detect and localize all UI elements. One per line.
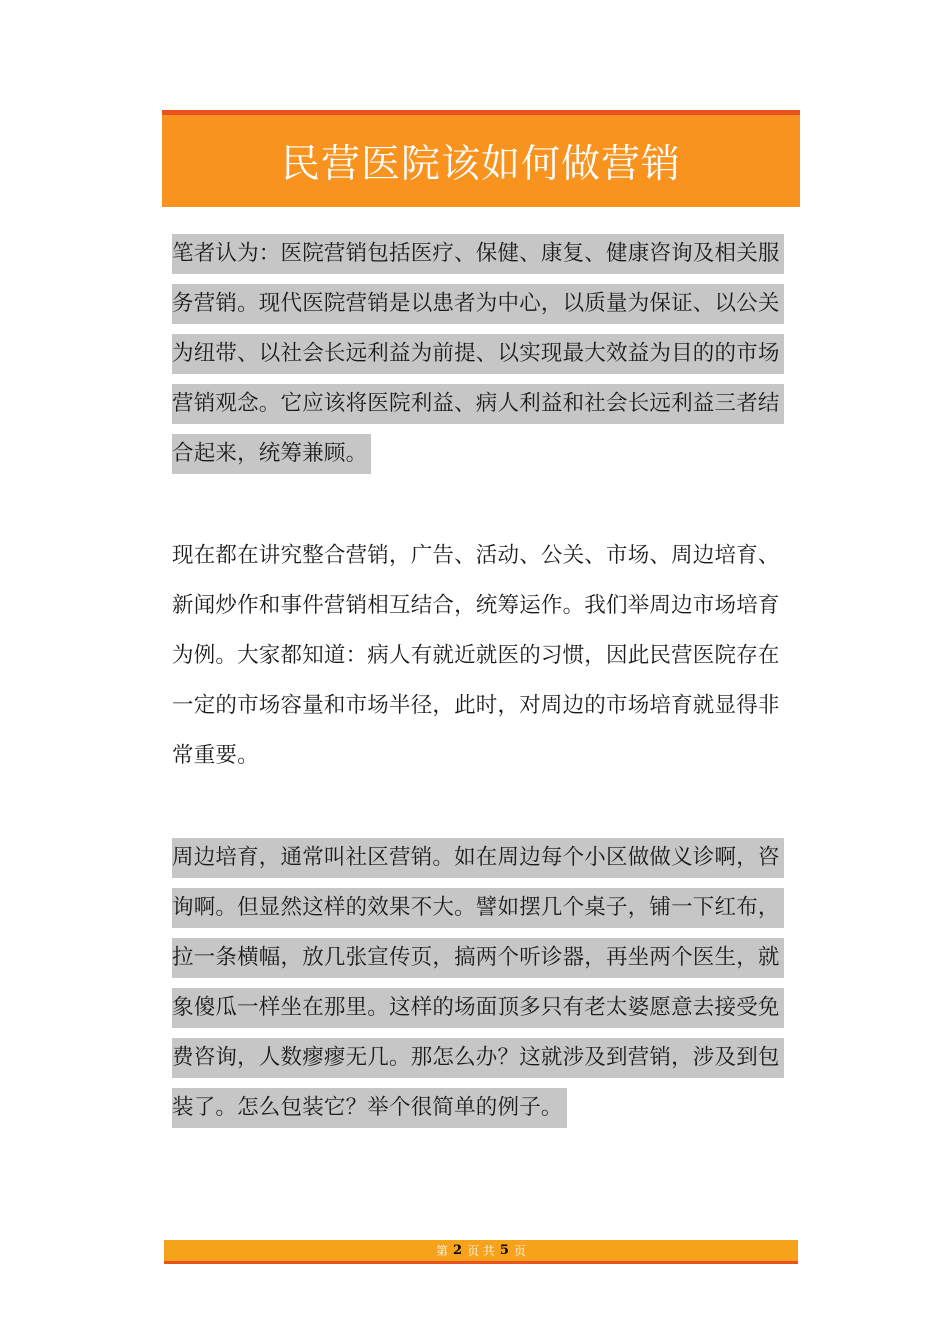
paragraph-2 [172,536,792,786]
total-page-count: 5 [499,1243,509,1258]
current-page-number: 2 [453,1243,463,1258]
paragraph-line: 新闻炒作和事件营销相互结合，统筹运作。我们举周边市场培育 [172,593,780,618]
paragraph-line: 费咨询，人数瘳瘳无几。那怎么办？这就涉及到营销，涉及到包 [172,1038,784,1078]
paragraph-line: 笔者认为：医院营销包括医疗、保健、康复、健康咨询及相关服 [172,234,784,274]
paragraph-line: 拉一条横幅，放几张宣传页，搞两个听诊器，再坐两个医生，就 [172,938,784,978]
footer-suffix: 页 [513,1244,526,1258]
paragraph-line: 象傻瓜一样坐在那里。这样的场面顶多只有老太婆愿意去接受免 [172,988,784,1028]
page-footer [164,1240,798,1264]
paragraph-line: 合起来，统筹兼顾。 [172,434,371,474]
paragraph-line: 询啊。但显然这样的效果不大。譬如摆几个桌子，铺一下红布， [172,888,784,928]
paragraph-line: 现在都在讲究整合营销，广告、活动、公关、市场、周边培育、 [172,543,780,568]
footer-mid: 页 共 [467,1244,495,1258]
paragraph-line: 周边培育，通常叫社区营销。如在周边每个小区做做义诊啊，咨 [172,838,784,878]
paragraph-line: 一定的市场容量和市场半径，此时，对周边的市场培育就显得非 [172,693,780,718]
paragraph-line: 装了。怎么包装它？举个很简单的例子。 [172,1088,567,1128]
paragraph-line: 为纽带、以社会长远利益为前提、以实现最大效益为目的的市场 [172,334,784,374]
paragraph-1 [172,234,792,484]
footer-prefix: 第 [436,1244,449,1258]
paragraph-line: 常重要。 [172,743,259,768]
paragraph-3 [172,838,792,1138]
document-title: 民营医院该如何做营销 [280,142,681,187]
paragraph-line: 为例。大家都知道：病人有就近就医的习惯，因此民营医院存在 [172,643,780,668]
paragraph-line: 务营销。现代医院营销是以患者为中心，以质量为保证、以公关 [172,284,784,324]
paragraph-line: 营销观念。它应该将医院利益、病人利益和社会长远利益三者结 [172,384,784,424]
title-banner [162,110,800,207]
